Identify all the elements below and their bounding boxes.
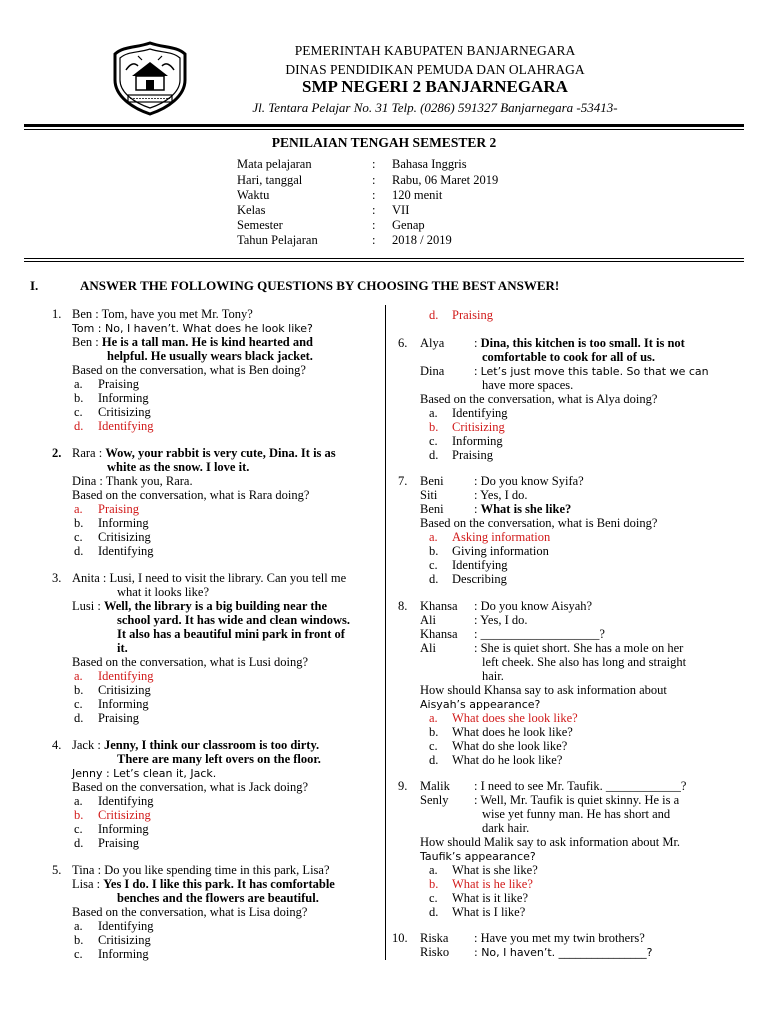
option-text-answer[interactable]: What does she look like? bbox=[452, 711, 578, 725]
option-label: a. bbox=[74, 377, 83, 391]
letterhead bbox=[200, 0, 670, 120]
speaker: Risko bbox=[420, 945, 450, 959]
option-label: d. bbox=[429, 753, 439, 767]
column-divider bbox=[385, 305, 386, 960]
option-label: d. bbox=[74, 836, 84, 850]
info-label: Waktu bbox=[237, 188, 270, 202]
option-text[interactable]: What is I like? bbox=[452, 905, 526, 919]
info-value: 120 menit bbox=[392, 188, 443, 202]
option-text[interactable]: Describing bbox=[452, 572, 507, 586]
info-colon: : bbox=[372, 188, 376, 202]
option-label: c. bbox=[429, 739, 438, 753]
dialogue-line: Tom : No, I haven’t. What does he look like? bbox=[72, 322, 313, 335]
info-value: VII bbox=[392, 203, 410, 217]
option-label: b. bbox=[74, 683, 84, 697]
info-colon: : bbox=[372, 218, 376, 232]
question-prompt: Based on the conversation, what is Beni doing? bbox=[420, 516, 658, 530]
option-text-answer[interactable]: Identifying bbox=[98, 669, 154, 683]
question-number: 5. bbox=[52, 863, 62, 877]
option-label: d. bbox=[74, 544, 84, 558]
option-text-answer[interactable]: Asking information bbox=[452, 530, 551, 544]
dialogue-line: wise yet funny man. He has short and bbox=[482, 807, 671, 821]
dialogue-line: : Do you know Aisyah? bbox=[474, 599, 593, 613]
option-text[interactable]: Informing bbox=[98, 947, 149, 961]
option-text[interactable]: Identifying bbox=[98, 919, 154, 933]
dialogue-line: : Yes, I do. bbox=[474, 488, 528, 502]
option-label: b. bbox=[74, 516, 84, 530]
option-label: c. bbox=[74, 405, 83, 419]
option-label: b. bbox=[429, 877, 439, 891]
option-text[interactable]: Praising bbox=[98, 377, 139, 391]
question-prompt: Based on the conversation, what is Lusi doing? bbox=[72, 655, 309, 669]
dialogue-line: Anita : Lusi, I need to visit the library. Can you tell me bbox=[72, 571, 347, 585]
speaker: Senly bbox=[420, 793, 449, 807]
dialogue-line: Jenny : Let’s clean it, Jack. bbox=[72, 767, 217, 780]
option-label: b. bbox=[429, 420, 439, 434]
dialogue-line: left cheek. She also has long and straight bbox=[482, 655, 687, 669]
option-text[interactable]: Critisizing bbox=[98, 530, 151, 544]
info-label: Semester bbox=[237, 218, 283, 232]
dialogue-line: what it looks like? bbox=[117, 585, 209, 599]
option-label: b. bbox=[429, 544, 439, 558]
dialogue-bold: it. bbox=[117, 641, 128, 655]
question-number: 4. bbox=[52, 738, 62, 752]
question-prompt: Taufik’s appearance? bbox=[420, 850, 536, 863]
question-number: 1. bbox=[52, 307, 62, 321]
speaker: Beni bbox=[420, 502, 444, 516]
speaker: Rara : bbox=[72, 446, 106, 460]
section-instruction: ANSWER THE FOLLOWING QUESTIONS BY CHOOSING THE BEST ANSWER! bbox=[80, 278, 560, 293]
question-prompt: Aisyah’s appearance? bbox=[420, 698, 541, 711]
option-text[interactable]: Critisizing bbox=[98, 933, 151, 947]
speaker: Riska bbox=[420, 931, 449, 945]
question-number: 8. bbox=[398, 599, 408, 613]
dialogue-bold: Yes I do. I like this park. It has comfortable bbox=[103, 877, 335, 891]
option-label: a. bbox=[429, 530, 438, 544]
option-label: d. bbox=[429, 905, 439, 919]
option-label: c. bbox=[74, 947, 83, 961]
option-label: b. bbox=[429, 725, 439, 739]
speaker: Beni bbox=[420, 474, 444, 488]
dialogue-line: Dina : Thank you, Rara. bbox=[72, 474, 193, 488]
option-label: d. bbox=[74, 711, 84, 725]
dialogue-bold: Well, the library is a big building near the bbox=[103, 599, 328, 613]
option-text[interactable]: What do she look like? bbox=[452, 739, 568, 753]
info-colon: : bbox=[372, 233, 376, 247]
dialogue-line: hair. bbox=[482, 669, 504, 683]
option-label: d. bbox=[429, 308, 439, 322]
speaker: Khansa bbox=[420, 627, 458, 641]
question-prompt: How should Khansa say to ask information about bbox=[420, 683, 667, 697]
dialogue-bold: There are many left overs on the floor. bbox=[117, 752, 321, 766]
speaker: Lusi : bbox=[72, 599, 104, 613]
colon: : bbox=[474, 502, 481, 516]
dialogue-bold: benches and the flowers are beautiful. bbox=[117, 891, 319, 905]
dialogue-bold: What is she like? bbox=[480, 502, 572, 516]
option-label: a. bbox=[74, 794, 83, 808]
option-text[interactable]: What does he look like? bbox=[452, 725, 573, 739]
school-address: Jl. Tentara Pelajar No. 31 Telp. (0286) 591327 Banjarnegara -53413- bbox=[252, 100, 618, 115]
colon: : bbox=[474, 336, 481, 350]
option-label: c. bbox=[429, 558, 438, 572]
info-value: 2018 / 2019 bbox=[392, 233, 452, 247]
option-text-answer[interactable]: Praising bbox=[452, 308, 493, 322]
speaker: Alya bbox=[420, 336, 445, 350]
dialogue-bold: Jenny, I think our classroom is too dirty. bbox=[103, 738, 320, 752]
dialogue-bold: Wow, your rabbit is very cute, Dina. It is as bbox=[105, 446, 336, 460]
speaker: Ali bbox=[420, 613, 436, 627]
option-text[interactable]: Identifying bbox=[98, 794, 154, 808]
dialogue-line: Ben : Tom, have you met Mr. Tony? bbox=[72, 307, 253, 321]
option-label: b. bbox=[74, 933, 84, 947]
option-text[interactable]: What is she like? bbox=[452, 863, 538, 877]
option-text[interactable]: Identifying bbox=[452, 558, 508, 572]
option-text[interactable]: Informing bbox=[452, 434, 503, 448]
exam-title: PENILAIAN TENGAH SEMESTER 2 bbox=[271, 135, 497, 150]
option-label: c. bbox=[429, 434, 438, 448]
option-label: a. bbox=[429, 711, 438, 725]
option-text-answer[interactable]: What is he like? bbox=[452, 877, 533, 891]
option-label: b. bbox=[74, 391, 84, 405]
school-logo bbox=[108, 40, 192, 116]
question-prompt: Based on the conversation, what is Rara doing? bbox=[72, 488, 310, 502]
option-label: a. bbox=[74, 502, 83, 516]
dialogue-bold: white as the snow. I love it. bbox=[107, 460, 250, 474]
speaker: Khansa bbox=[420, 599, 458, 613]
info-colon: : bbox=[372, 157, 376, 171]
question-prompt: Based on the conversation, what is Jack doing? bbox=[72, 780, 309, 794]
option-text[interactable]: Informing bbox=[98, 697, 149, 711]
question-number: 2. bbox=[52, 446, 62, 460]
info-value: Rabu, 06 Maret 2019 bbox=[392, 173, 499, 187]
dialogue-bold: helpful. He usually wears black jacket. bbox=[107, 349, 313, 363]
info-label: Tahun Pelajaran bbox=[237, 233, 318, 247]
option-text[interactable]: Informing bbox=[98, 822, 149, 836]
option-text[interactable]: Informing bbox=[98, 391, 149, 405]
section-number: I. bbox=[30, 278, 39, 293]
header-line1: PEMERINTAH KABUPATEN BANJARNEGARA bbox=[294, 43, 576, 58]
info-label: Mata pelajaran bbox=[237, 157, 312, 171]
option-label: d. bbox=[74, 419, 84, 433]
school-name: SMP NEGERI 2 BANJARNEGARA bbox=[302, 77, 568, 96]
speaker: Jack : bbox=[72, 738, 104, 752]
dialogue-line: have more spaces. bbox=[482, 378, 574, 392]
dialogue-line: : No, I haven’t. ________________? bbox=[474, 946, 653, 959]
option-text[interactable]: Praising bbox=[98, 836, 139, 850]
info-value: Bahasa Inggris bbox=[392, 157, 467, 171]
question-prompt: Based on the conversation, what is Alya doing? bbox=[420, 392, 658, 406]
dialogue-line: : Have you met my twin brothers? bbox=[474, 931, 645, 945]
speaker: Lisa : bbox=[72, 877, 104, 891]
option-text[interactable]: Praising bbox=[98, 711, 139, 725]
dialogue-line: : Yes, I do. bbox=[474, 613, 528, 627]
question-number: 6. bbox=[398, 336, 408, 350]
info-value: Genap bbox=[392, 218, 425, 232]
option-text[interactable]: Identifying bbox=[452, 406, 508, 420]
question-prompt: Based on the conversation, what is Ben doing? bbox=[72, 363, 306, 377]
speaker: Dina bbox=[420, 364, 445, 378]
question-number: 3. bbox=[52, 571, 62, 585]
option-text[interactable]: What is it like? bbox=[452, 891, 529, 905]
dialogue-bold: Dina, this kitchen is too small. It is not bbox=[480, 336, 685, 350]
option-text-answer[interactable]: Praising bbox=[98, 502, 139, 516]
dialogue-line: : Do you know Syifa? bbox=[474, 474, 584, 488]
option-label: c. bbox=[74, 822, 83, 836]
option-text[interactable]: Critisizing bbox=[98, 683, 151, 697]
info-label: Hari, tanggal bbox=[237, 173, 303, 187]
option-text[interactable]: Critisizing bbox=[98, 405, 151, 419]
option-label: d. bbox=[429, 448, 439, 462]
speaker: Ben : bbox=[72, 335, 102, 349]
option-text[interactable]: Identifying bbox=[98, 544, 154, 558]
info-label: Kelas bbox=[237, 203, 266, 217]
option-text[interactable]: What do he look like? bbox=[452, 753, 563, 767]
question-number: 9. bbox=[398, 779, 408, 793]
option-label: c. bbox=[429, 891, 438, 905]
info-colon: : bbox=[372, 203, 376, 217]
option-label: b. bbox=[74, 808, 84, 822]
option-label: a. bbox=[74, 669, 83, 683]
question-prompt: How should Malik say to ask information about Mr. bbox=[420, 835, 681, 849]
question-number: 7. bbox=[398, 474, 408, 488]
option-label: a. bbox=[429, 406, 438, 420]
speaker: Siti bbox=[420, 488, 438, 502]
info-colon: : bbox=[372, 173, 376, 187]
dialogue-line: : Well, Mr. Taufik is quiet skinny. He is a bbox=[474, 793, 680, 807]
option-text[interactable]: Giving information bbox=[452, 544, 549, 558]
header-line2: DINAS PENDIDIKAN PEMUDA DAN OLAHRAGA bbox=[285, 62, 585, 77]
question-prompt: Based on the conversation, what is Lisa doing? bbox=[72, 905, 308, 919]
dialogue-bold: school yard. It has wide and clean windows. bbox=[117, 613, 351, 627]
question-number: 10. bbox=[392, 931, 408, 945]
answer-blank: : ___________________? bbox=[474, 627, 605, 641]
option-text[interactable]: Informing bbox=[98, 516, 149, 530]
option-text-answer[interactable]: Critisizing bbox=[452, 420, 505, 434]
dialogue-bold: It also has a beautiful mini park in front of bbox=[117, 627, 345, 641]
option-label: c. bbox=[74, 530, 83, 544]
option-label: a. bbox=[429, 863, 438, 877]
dialogue-line: Let’s just move this table. So that we can bbox=[480, 365, 709, 378]
dialogue-line: Tina : Do you like spending time in this park, Lisa? bbox=[72, 863, 330, 877]
info-rule bbox=[24, 258, 744, 262]
option-text[interactable]: Praising bbox=[452, 448, 493, 462]
option-label: d. bbox=[429, 572, 439, 586]
option-text-answer[interactable]: Identifying bbox=[98, 419, 154, 433]
speaker: Malik bbox=[420, 779, 450, 793]
dialogue-bold: comfortable to cook for all of us. bbox=[482, 350, 656, 364]
header-rule bbox=[24, 124, 744, 130]
colon: : bbox=[474, 364, 481, 378]
dialogue-line: : I need to see Mr. Taufik. ____________? bbox=[474, 779, 687, 793]
dialogue-bold: He is a tall man. He is kind hearted and bbox=[101, 335, 313, 349]
dialogue-line: : She is quiet short. She has a mole on her bbox=[474, 641, 684, 655]
option-text-answer[interactable]: Critisizing bbox=[98, 808, 151, 822]
speaker: Ali bbox=[420, 641, 436, 655]
dialogue-line: dark hair. bbox=[482, 821, 530, 835]
option-label: a. bbox=[74, 919, 83, 933]
option-label: c. bbox=[74, 697, 83, 711]
